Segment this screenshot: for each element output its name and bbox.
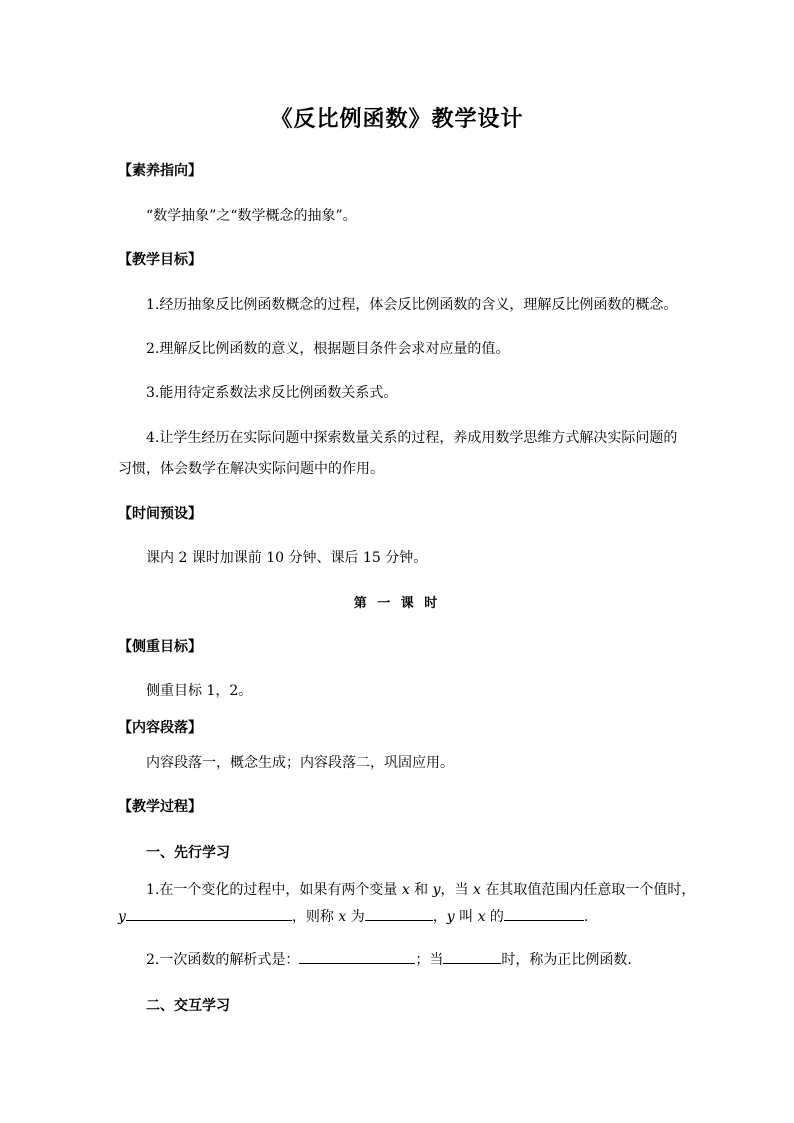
time-heading: 【时间预设】 bbox=[118, 506, 202, 522]
q1-text-a: 1.在一个变化的过程中，如果有两个变量 bbox=[146, 882, 402, 898]
q1-text-i: 的 bbox=[485, 909, 504, 925]
fill-blank-1[interactable] bbox=[126, 906, 292, 921]
focus-text: 侧重目标 1，2。 bbox=[146, 683, 253, 699]
var-y: y bbox=[118, 909, 126, 925]
step2-heading: 二、交互学习 bbox=[146, 998, 230, 1014]
suyang-text: “数学抽象”之“数学概念的抽象”。 bbox=[146, 208, 357, 224]
q1-text-g: ， bbox=[432, 909, 447, 925]
q1-text-d: 在其取值范围内任意取一个值时， bbox=[480, 882, 696, 898]
q1-text-c: ，当 bbox=[440, 882, 473, 898]
step1-heading: 一、先行学习 bbox=[146, 845, 230, 861]
q1-text-b: 和 bbox=[409, 882, 433, 898]
goal-item-1: 1.经历抽象反比例函数概念的过程，体会反比例函数的含义，理解反比例函数的概念。 bbox=[146, 297, 678, 313]
process-heading: 【教学过程】 bbox=[118, 799, 202, 815]
var-y: y bbox=[432, 882, 441, 898]
var-x: x bbox=[401, 882, 410, 898]
goal-item-4: 4.让学生经历在实际问题中探索数量关系的过程，养成用数学思维方式解决实际问题的 bbox=[146, 430, 678, 446]
fill-blank-4[interactable] bbox=[299, 949, 415, 964]
var-x: x bbox=[473, 882, 481, 898]
q2-text-c: 时，称为正比例函数. bbox=[501, 952, 632, 968]
q2-text-b: ；当 bbox=[415, 952, 444, 968]
focus-heading: 【侧重目标】 bbox=[118, 639, 202, 655]
q1-text-f: 为 bbox=[346, 909, 365, 925]
goal-item-4-continued: 习惯，体会数学在解决实际问题中的作用。 bbox=[118, 461, 384, 477]
question-2 bbox=[146, 949, 632, 969]
var-x: x bbox=[338, 909, 347, 925]
time-text: 课内 2 课时加课前 10 分钟、课后 15 分钟。 bbox=[146, 550, 428, 566]
q1-text-e: ，则称 bbox=[291, 909, 339, 925]
q1-text-end: . bbox=[583, 909, 589, 925]
suyang-heading: 【素养指向】 bbox=[118, 163, 202, 179]
goal-heading: 【教学目标】 bbox=[118, 252, 202, 268]
goal-item-3: 3.能用待定系数法求反比例函数关系式。 bbox=[146, 385, 398, 401]
lesson-title: 第 一 课 时 bbox=[353, 596, 441, 611]
question-1-line-1 bbox=[146, 879, 695, 899]
question-1-line-2 bbox=[118, 906, 588, 926]
q2-text-a: 2.一次函数的解析式是： bbox=[146, 952, 300, 968]
var-y: y bbox=[446, 909, 455, 925]
goal-item-2: 2.理解反比例函数的意义，根据题目条件会求对应量的值。 bbox=[146, 341, 510, 357]
fill-blank-3[interactable] bbox=[504, 906, 584, 921]
fill-blank-5[interactable] bbox=[443, 949, 501, 964]
var-x: x bbox=[477, 909, 486, 925]
fill-blank-2[interactable] bbox=[365, 906, 433, 921]
document-title: 《反比例函数》教学设计 bbox=[270, 106, 524, 132]
q1-text-h: 叫 bbox=[454, 909, 478, 925]
content-heading: 【内容段落】 bbox=[118, 720, 202, 736]
content-text: 内容段落一，概念生成；内容段落二，巩固应用。 bbox=[146, 755, 454, 771]
